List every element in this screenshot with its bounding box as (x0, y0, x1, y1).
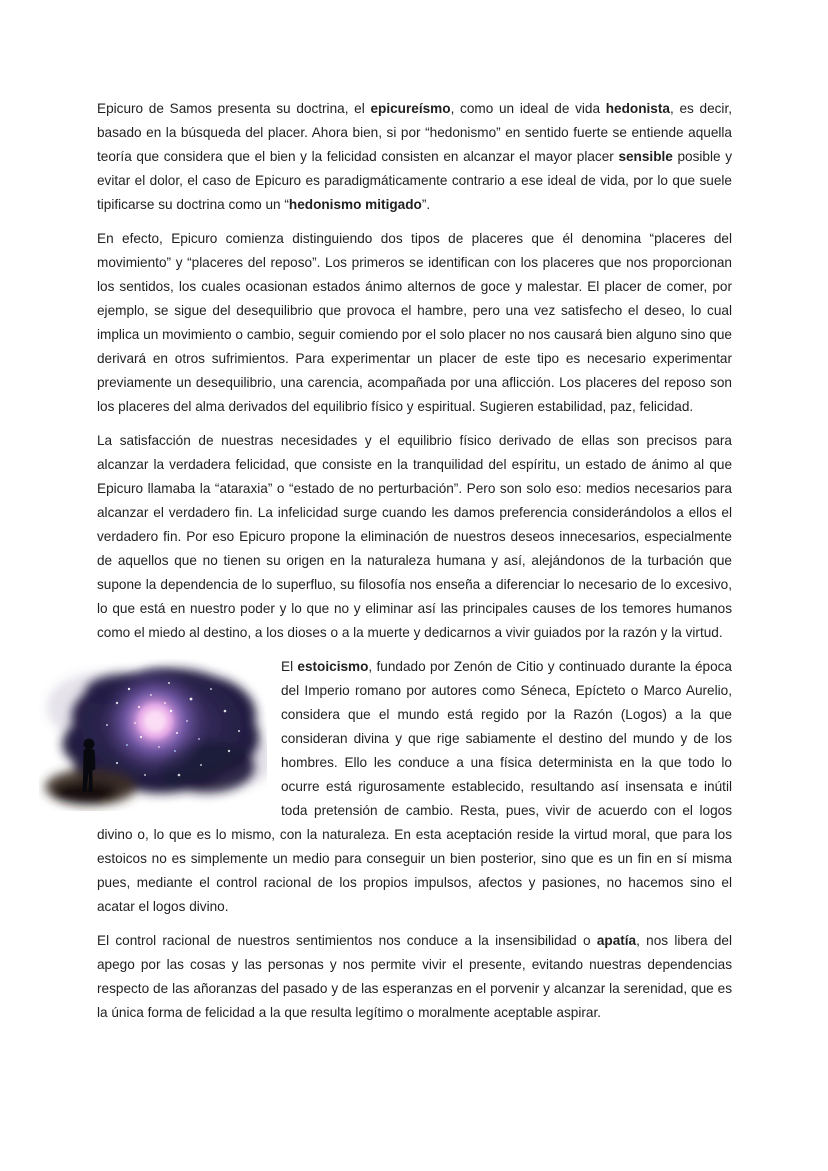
paragraph-pleasures-types: En efecto, Epicuro comienza distinguiendo dos tipos de placeres que él denomina “placeres del movimiento” y “placeres del reposo”. Los primeros se identifican con los placeres que nos proporcionan los sentidos, los cuales ocasionan estados ánimo alternos de goce y malestar. El placer de comer, por ejemplo, se sigue del desequilibrio que provoca el hambre, pero una vez satisfecho el deseo, lo cual implica un movimiento o cambio, seguir comiendo por el solo placer no nos causará bien alguno sino que derivará en otros sufrimientos. Para experimentar un placer de este tipo es necesario experimentar previamente un desequilibrio, una carencia, acompañada por una aflicción. Los placeres del reposo son los placeres del alma derivados del equilibrio físico y espiritual. Sugieren estabilidad, paz, felicidad. (97, 231, 732, 414)
paragraph-epicureanism-intro: Epicuro de Samos presenta su doctrina, el epicureísmo, como un ideal de vida hedonista, es decir, basado en la búsqueda del placer. Ahora bien, si por “hedonismo” en sentido fuerte se entiende aquella teoría que considera que el bien y la felicidad consisten en alcanzar el mayor placer sensible posible y evitar el dolor, el caso de Epicuro es paradigmáticamente contrario a ese ideal de vida, por lo que suele tipificarse su doctrina como un “hedonismo mitigado”. (97, 101, 732, 212)
paragraph-stoicism-text: El estoicismo, fundado por Zenón de Citio y continuado durante la época del Imperio romano por autores como Séneca, Epícteto o Marco Aurelio, considera que el mundo está regido por la Razón (Logos) a la que consideran divina y que rige sabiamente el destino del mundo y de los hombres. Ello les conduce a una física determinista en la que todo lo ocurre está rigurosamente establecido, resultando así insensata e inútil toda pretensión de cambio. Resta, pues, vivir de acuerdo con el logos divino o, lo que es lo mismo, con la naturaleza. En esta aceptación reside la virtud moral, que para los estoicos no es simplemente un medio para conseguir un bien posterior, sino que es un fin en sí misma pues, mediante el control racional de los propios impulsos, afectos y pasiones, no hacemos sino el acatar el logos divino. (97, 659, 732, 914)
person-nebula-image (39, 659, 267, 811)
paragraph-ataraxia: La satisfacción de nuestras necesidades y el equilibrio físico derivado de ellas son precisos para alcanzar la verdadera felicidad, que consiste en la tranquilidad del espíritu, un estado de ánimo al que Epicuro llamaba la “ataraxia” o “estado de no perturbación”. Pero son solo eso: medios necesarios para alcanzar el verdadero fin. La infelicidad surge cuando les damos preferencia considerándolos a ellos el verdadero fin. Por eso Epicuro propone la eliminación de nuestros deseos innecesarios, especialmente de aquellos que no tienen su origen en la naturaleza humana y así, alejándonos de la turbación que supone la dependencia de lo superfluo, su filosofía nos enseña a diferenciar lo necesario de lo excesivo, lo que está en nuestro poder y lo que no y eliminar así las principales causes de los temores humanos como el miedo al destino, a los dioses o a la muerte y dedicarnos a vivir guiados por la razón y la virtud. (97, 433, 732, 640)
paragraph-stoicism (97, 655, 732, 919)
nebula-silhouette-illustration (39, 659, 267, 811)
paragraph-apathy: El control racional de nuestros sentimientos nos conduce a la insensibilidad o apatía, nos libera del apego por las cosas y las personas y nos permite vivir el presente, evitando nuestras dependencias respecto de las añoranzas del pasado y de las esperanzas en el porvenir y alcanzar la serenidad, que es la única forma de felicidad a la que resulta legítimo o moralmente aceptable aspirar. (97, 933, 732, 1020)
